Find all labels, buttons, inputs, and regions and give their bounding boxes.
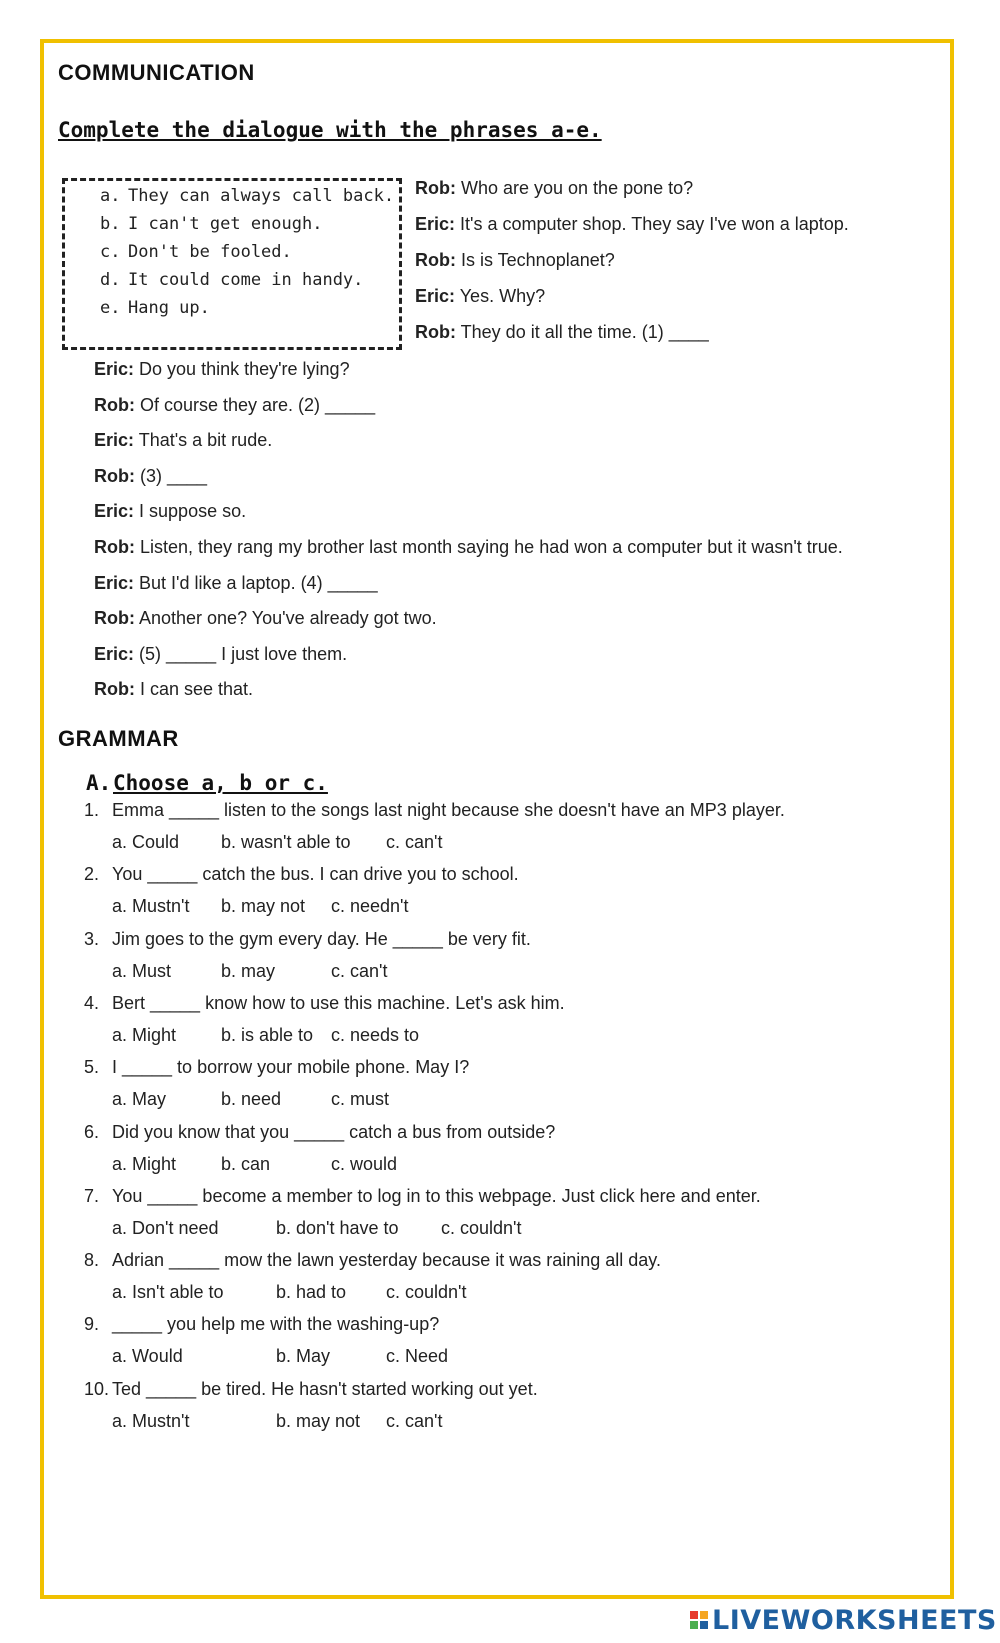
phrase-letter: d.	[100, 270, 121, 290]
dialogue-text: (3) ____	[134, 465, 208, 486]
answer-option: c. can't	[386, 832, 443, 852]
answer-option: a. Could	[112, 832, 180, 852]
phrase-text: Don't be fooled.	[128, 242, 292, 262]
answer-option: b. had to	[276, 1282, 347, 1303]
phrase-item	[100, 242, 292, 262]
phrase-text: It could come in handy.	[128, 270, 364, 290]
answer-option: b. May	[276, 1346, 331, 1367]
dialogue-text: Who are you on the pone to?	[455, 178, 694, 198]
section-title-communication: COMMUNICATION	[58, 60, 255, 85]
logo-square	[690, 1611, 698, 1619]
dialogue-line	[415, 178, 693, 199]
answer-option: b. may not	[276, 1410, 361, 1431]
question-text: I _____ to borrow your mobile phone. May I?	[112, 1057, 470, 1078]
question-number: 2.	[84, 864, 100, 885]
question-text: Ted _____ be tired. He hasn't started working out yet.	[112, 1378, 538, 1399]
speaker-name: Eric:	[94, 572, 135, 593]
answer-option: c. Need	[386, 1346, 449, 1367]
dialogue-text: Of course they are. (2) _____	[134, 394, 376, 415]
liveworksheets-logo	[690, 1604, 997, 1636]
question-number: 4.	[84, 992, 100, 1013]
speaker-name: Eric:	[94, 359, 135, 379]
speaker-name: Eric:	[415, 286, 456, 306]
answer-option: c. couldn't	[441, 1217, 522, 1238]
dialogue-text: That's a bit rude.	[134, 430, 273, 451]
dialogue-line	[94, 644, 347, 665]
answer-option: a. Must	[112, 960, 172, 981]
answer-option: b. don't have to	[276, 1217, 399, 1238]
speaker-name: Rob:	[94, 394, 135, 415]
dialogue-line	[94, 537, 843, 558]
answer-option: a. Might	[112, 1153, 177, 1174]
dialogue-line	[94, 608, 437, 629]
dialogue-line	[94, 501, 246, 522]
question-number: 10.	[84, 1378, 110, 1399]
dialogue-line	[415, 214, 849, 235]
speaker-name: Rob:	[415, 178, 456, 198]
answer-option: c. can't	[386, 1410, 443, 1431]
speaker-name: Rob:	[415, 322, 456, 342]
question-text: Jim goes to the gym every day. He _____ be very fit.	[112, 928, 531, 949]
phrase-text: I can't get enough.	[128, 214, 323, 234]
dialogue-text: Listen, they rang my brother last month saying he had won a computer but it wasn't true.	[134, 537, 843, 557]
speaker-name: Rob:	[415, 250, 456, 270]
dialogue-line	[415, 286, 545, 307]
question-number: 5.	[84, 1057, 100, 1078]
answer-option: b. may	[221, 960, 276, 981]
logo-square	[690, 1621, 698, 1629]
question-text: Bert _____ know how to use this machine. Let's ask him.	[112, 992, 565, 1013]
question-number: 1.	[84, 800, 100, 820]
phrase-item	[100, 298, 210, 318]
speaker-name: Rob:	[94, 679, 135, 700]
question-text: _____ you help me with the washing-up?	[112, 1314, 440, 1335]
phrase-item	[100, 214, 322, 234]
dialogue-text: I can see that.	[134, 679, 254, 700]
dialogue-line	[94, 466, 207, 487]
answer-option: c. needs to	[331, 1024, 420, 1045]
dialogue-line	[415, 250, 615, 271]
question-text: You _____ catch the bus. I can drive you to school.	[112, 864, 519, 885]
question-number: 6.	[84, 1121, 100, 1142]
phrase-item	[100, 186, 394, 206]
answer-option: b. is able to	[221, 1024, 314, 1045]
answer-option: a. Mustn't	[112, 1410, 190, 1431]
speaker-name: Eric:	[94, 430, 135, 451]
answer-option: a. Mustn't	[112, 896, 190, 917]
answer-option: a. Don't need	[112, 1217, 219, 1238]
grammar-part-label: A.	[86, 771, 112, 795]
communication-instruction: Complete the dialogue with the phrases a-e.	[58, 118, 602, 142]
answer-option: c. must	[331, 1089, 390, 1110]
answer-option: b. may not	[221, 896, 306, 917]
speaker-name: Eric:	[94, 643, 135, 664]
answer-option: a. Would	[112, 1346, 183, 1367]
answer-option: c. would	[331, 1153, 398, 1174]
logo-text: LIVEWORKSHEETS	[712, 1604, 997, 1636]
question-text: Emma _____ listen to the songs last night because she doesn't have an MP3 player.	[112, 800, 785, 820]
dialogue-text: Another one? You've already got two.	[134, 608, 437, 629]
dialogue-line	[94, 359, 350, 380]
question-text: Adrian _____ mow the lawn yesterday because it was raining all day.	[112, 1250, 661, 1271]
question-number: 7.	[84, 1185, 100, 1206]
dialogue-text: Is is Technoplanet?	[455, 250, 615, 270]
dialogue-line	[94, 430, 272, 451]
dialogue-line	[94, 679, 253, 700]
phrase-letter: a.	[100, 186, 121, 206]
speaker-name: Eric:	[415, 214, 456, 234]
question-number: 3.	[84, 928, 100, 949]
dialogue-text: It's a computer shop. They say I've won a laptop.	[455, 214, 849, 234]
answer-option: c. can't	[331, 960, 388, 981]
speaker-name: Rob:	[94, 537, 135, 557]
answer-option: c. couldn't	[386, 1282, 467, 1303]
question-text: Did you know that you _____ catch a bus from outside?	[112, 1121, 556, 1142]
dialogue-text: Yes. Why?	[455, 286, 546, 306]
logo-square	[700, 1621, 708, 1629]
logo-square	[700, 1611, 708, 1619]
dialogue-text: Do you think they're lying?	[134, 359, 350, 379]
answer-option: a. May	[112, 1089, 167, 1110]
answer-option: a. Isn't able to	[112, 1282, 224, 1303]
dialogue-text: (5) _____ I just love them.	[134, 643, 348, 664]
question-number: 8.	[84, 1250, 100, 1271]
section-title-grammar: GRAMMAR	[58, 726, 179, 751]
answer-option: c. needn't	[331, 896, 409, 917]
speaker-name: Eric:	[94, 501, 135, 522]
dialogue-line	[94, 395, 375, 416]
dialogue-text: They do it all the time. (1) ____	[455, 322, 709, 342]
question-text: You _____ become a member to log in to this webpage. Just click here and enter.	[112, 1185, 761, 1206]
answer-option: b. need	[221, 1089, 282, 1110]
phrase-letter: c.	[100, 242, 121, 262]
speaker-name: Rob:	[94, 608, 135, 629]
phrase-letter: e.	[100, 298, 121, 318]
phrase-text: Hang up.	[128, 298, 210, 318]
dialogue-text: I suppose so.	[134, 501, 247, 522]
dialogue-line	[94, 573, 378, 594]
answer-option: b. wasn't able to	[221, 832, 351, 852]
dialogue-text: But I'd like a laptop. (4) _____	[134, 572, 378, 593]
answer-option: a. Might	[112, 1024, 177, 1045]
dialogue-line	[415, 322, 709, 343]
phrase-item	[100, 270, 363, 290]
phrase-text: They can always call back.	[128, 186, 395, 206]
grammar-instruction: Choose a, b or c.	[113, 771, 328, 795]
question-number: 9.	[84, 1314, 100, 1335]
answer-option: b. can	[221, 1153, 271, 1174]
logo-icon	[690, 1611, 708, 1629]
phrase-letter: b.	[100, 214, 121, 234]
speaker-name: Rob:	[94, 465, 135, 486]
